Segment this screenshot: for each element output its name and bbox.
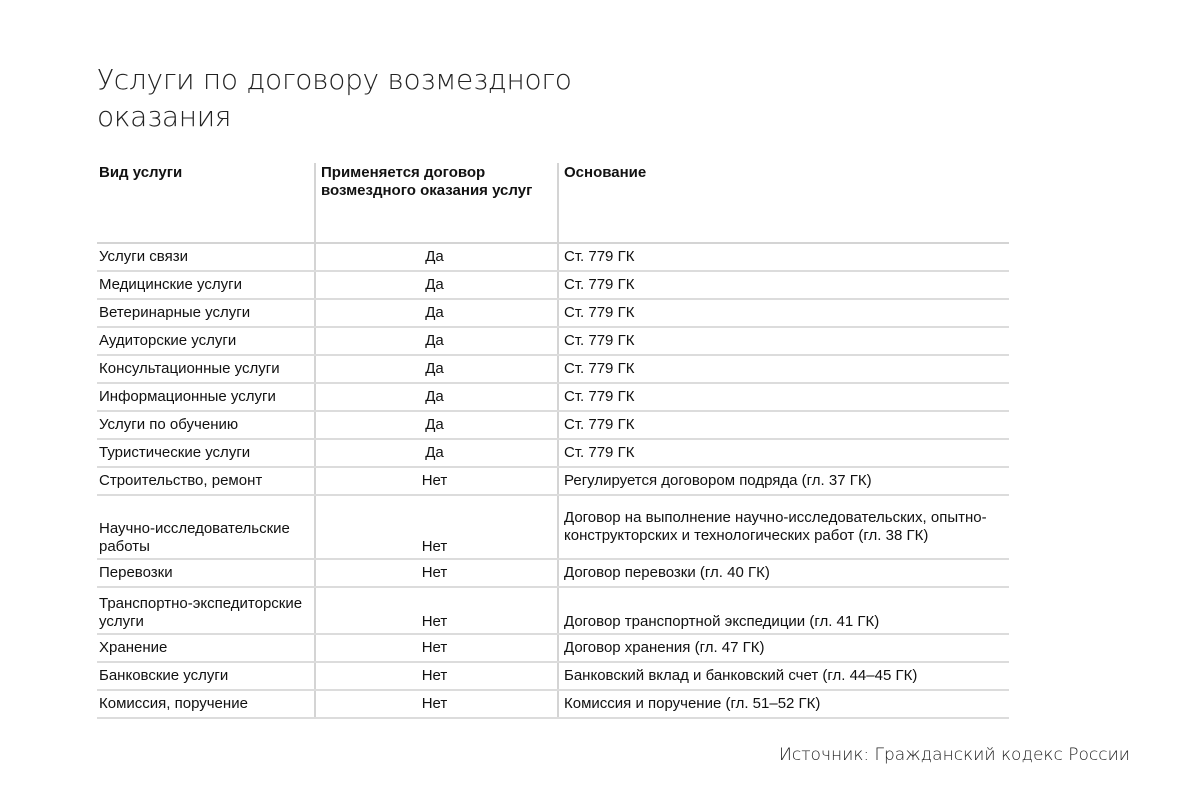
cell-service: Услуги связи	[97, 243, 315, 271]
cell-service: Комиссия, поручение	[97, 690, 315, 718]
cell-basis: Договор хранения (гл. 47 ГК)	[558, 634, 1009, 662]
cell-service: Туристические услуги	[97, 439, 315, 467]
source-note: Источник: Гражданский кодекс России	[779, 745, 1130, 765]
cell-applies: Нет	[315, 467, 558, 495]
table-header-row	[97, 163, 1009, 243]
cell-applies: Нет	[315, 587, 558, 634]
cell-basis: Ст. 779 ГК	[558, 271, 1009, 299]
header-basis: Основание	[558, 163, 1009, 243]
table-row	[97, 559, 1009, 587]
cell-service: Медицинские услуги	[97, 271, 315, 299]
cell-applies: Да	[315, 355, 558, 383]
cell-basis: Комиссия и поручение (гл. 51–52 ГК)	[558, 690, 1009, 718]
table-row	[97, 327, 1009, 355]
cell-applies: Нет	[315, 662, 558, 690]
cell-applies: Да	[315, 299, 558, 327]
cell-service: Информационные услуги	[97, 383, 315, 411]
cell-basis: Ст. 779 ГК	[558, 383, 1009, 411]
cell-applies: Нет	[315, 559, 558, 587]
cell-applies: Нет	[315, 634, 558, 662]
header-applies: Применяется договор возмездного оказания услуг	[315, 163, 558, 243]
cell-basis: Ст. 779 ГК	[558, 411, 1009, 439]
cell-service: Банковские услуги	[97, 662, 315, 690]
table-row	[97, 467, 1009, 495]
cell-applies: Да	[315, 327, 558, 355]
cell-basis: Договор перевозки (гл. 40 ГК)	[558, 559, 1009, 587]
cell-applies: Да	[315, 383, 558, 411]
cell-service: Научно-исследовательские работы	[97, 495, 315, 559]
cell-applies: Нет	[315, 495, 558, 559]
cell-basis: Банковский вклад и банковский счет (гл. 44–45 ГК)	[558, 662, 1009, 690]
cell-service: Хранение	[97, 634, 315, 662]
cell-service: Строительство, ремонт	[97, 467, 315, 495]
cell-applies: Да	[315, 411, 558, 439]
cell-basis: Ст. 779 ГК	[558, 355, 1009, 383]
cell-service: Перевозки	[97, 559, 315, 587]
table-row	[97, 243, 1009, 271]
cell-basis: Договор на выполнение научно-исследовательских, опытно-конструкторских и технологических работ (гл. 38 ГК)	[558, 495, 1009, 559]
table-row	[97, 690, 1009, 718]
table-row	[97, 634, 1009, 662]
cell-applies: Нет	[315, 690, 558, 718]
cell-applies: Да	[315, 271, 558, 299]
services-table	[97, 163, 1009, 719]
cell-service: Консультационные услуги	[97, 355, 315, 383]
cell-basis: Договор транспортной экспедиции (гл. 41 ГК)	[558, 587, 1009, 634]
table-row	[97, 411, 1009, 439]
cell-basis: Ст. 779 ГК	[558, 439, 1009, 467]
table-row	[97, 383, 1009, 411]
cell-applies: Да	[315, 243, 558, 271]
table-row	[97, 439, 1009, 467]
cell-service: Аудиторские услуги	[97, 327, 315, 355]
table-row	[97, 662, 1009, 690]
table-row	[97, 355, 1009, 383]
cell-applies: Да	[315, 439, 558, 467]
header-service-type: Вид услуги	[97, 163, 315, 243]
table-row	[97, 495, 1009, 559]
cell-service: Ветеринарные услуги	[97, 299, 315, 327]
table-row	[97, 299, 1009, 327]
cell-service: Услуги по обучению	[97, 411, 315, 439]
cell-service: Транспортно-экспедиторские услуги	[97, 587, 315, 634]
cell-basis: Ст. 779 ГК	[558, 299, 1009, 327]
cell-basis: Ст. 779 ГК	[558, 243, 1009, 271]
cell-basis: Регулируется договором подряда (гл. 37 ГК)	[558, 467, 1009, 495]
cell-basis: Ст. 779 ГК	[558, 327, 1009, 355]
table-row	[97, 271, 1009, 299]
table-row	[97, 587, 1009, 634]
page-title: Услуги по договору возмездного оказания	[97, 63, 572, 133]
